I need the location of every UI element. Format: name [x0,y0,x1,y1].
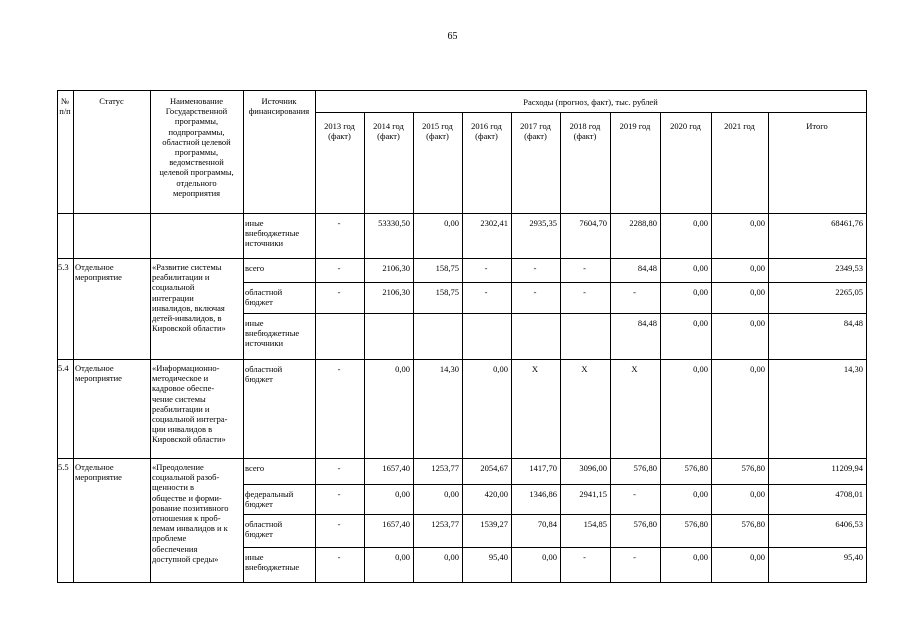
column-line [73,90,74,583]
row-value: 0,00 [693,489,708,499]
row-value: 2106,30 [382,263,410,273]
column-line [711,112,712,583]
row-value: 84,48 [637,318,657,328]
row-value: 0,00 [693,318,708,328]
row-name: «Информационно- методическое и кадровое обеспе- чение системы реабилитации и социальной интегра- ции инвалидов в Кировской области» [152,363,228,445]
row-name: «Развитие системы реабилитации и социальной интеграции инвалидов, включая детей-инвалидов, в Кировской области» [152,262,226,334]
row-value: 0,00 [542,552,557,562]
row-source: федеральный бюджет [245,489,294,510]
row-source: иные внебюджетные источники [245,218,300,249]
row-value: X [531,364,539,374]
row-value: - [337,552,341,562]
header-year: 2021 год [724,121,755,131]
row-value: 3096,00 [579,463,607,473]
row-value: - [337,489,341,499]
row-value: 0,00 [693,263,708,273]
row-line [243,514,866,515]
row-source: всего [245,263,265,273]
row-value: 0,00 [395,552,410,562]
column-line [511,112,512,583]
header-year: 2014 год (факт) [373,121,404,142]
row-value: 0,00 [750,287,765,297]
row-value: 576,80 [684,463,708,473]
row-value: 4708,01 [835,489,863,499]
header-source: Источник финансирования [248,96,310,117]
row-value: 7604,70 [579,218,607,228]
row-source: областной бюджет [245,364,283,385]
row-value: 6406,53 [835,519,863,529]
header-year: 2018 год (факт) [569,121,601,142]
row-value: - [633,287,636,297]
row-value: 2941,15 [579,489,607,499]
row-value: - [583,263,586,273]
row-value: - [337,287,341,297]
row-value: 0,00 [444,552,459,562]
row-value: - [533,287,537,297]
column-line [866,90,867,583]
header-status: Статус [99,96,124,106]
row-value: 2106,30 [382,287,410,297]
row-value: 1253,77 [431,463,459,473]
row-source: иные внебюджетные источники [245,318,300,349]
header-year: Итого [806,121,828,131]
row-value: 14,30 [439,364,459,374]
row-value: - [484,287,488,297]
row-status: Отдельное мероприятие [75,462,122,483]
row-value: 2054,67 [480,463,508,473]
header-year: 2013 год (факт) [324,121,355,142]
row-value: 1253,77 [431,519,459,529]
row-value: 0,00 [693,218,708,228]
row-line [57,359,866,360]
row-value: 0,00 [395,364,410,374]
column-line [413,112,414,583]
row-value: - [633,489,636,499]
row-value: X [581,364,588,374]
row-value: 1346,86 [529,489,557,499]
row-value: 0,00 [693,552,708,562]
row-source: всего [245,463,265,473]
header-year: 2016 год (факт) [471,121,502,142]
row-value: 53330,50 [378,218,410,228]
row-value: 0,00 [395,489,410,499]
row-value: 0,00 [750,364,765,374]
row-source: областной бюджет [245,519,283,540]
header-year: 2019 год [619,121,651,131]
row-value: 1417,70 [529,463,557,473]
row-value: 11209,94 [831,463,863,473]
column-line [243,90,244,583]
row-value: 420,00 [484,489,508,499]
header-year: 2020 год [670,121,701,131]
row-value: 0,00 [750,489,765,499]
row-value: 576,80 [741,519,765,529]
row-value: 68461,76 [831,218,863,228]
row-name: «Преодоление социальной разоб- щенности в обществе и форми- рование позитивного отношения к проб- лемам инвалидов и к проблеме обеспечения доступной среды» [152,462,229,564]
row-value: 2265,05 [835,287,863,297]
row-value: 576,80 [741,463,765,473]
row-line [243,313,866,314]
row-value: 0,00 [750,263,765,273]
row-line [57,258,866,259]
column-line [660,112,661,583]
row-value: - [337,519,341,529]
row-value: - [583,287,586,297]
row-value: - [337,263,341,273]
row-value: 0,00 [444,218,459,228]
row-value: 0,00 [493,364,508,374]
column-line [768,112,769,583]
row-value: - [583,552,586,562]
row-line [243,282,866,283]
row-value: 84,48 [843,318,863,328]
header-num: № п/п [59,96,71,117]
row-value: 0,00 [693,364,708,374]
row-num: 5.3 [58,262,69,272]
column-line [610,112,611,583]
row-num: 5.5 [58,462,69,472]
row-value: 2302,41 [480,218,508,228]
row-value: 0,00 [750,318,765,328]
row-line [57,458,866,459]
row-value: 84,48 [637,263,657,273]
row-value: 158,75 [435,263,459,273]
row-value: X [631,364,638,374]
column-line [462,112,463,583]
row-status: Отдельное мероприятие [75,262,122,283]
header-year: 2015 год (факт) [422,121,453,142]
row-value: 70,84 [537,519,557,529]
header-year: 2017 год (факт) [520,121,551,142]
row-value: 1657,40 [382,519,410,529]
page-number: 65 [447,31,458,42]
row-value: 0,00 [693,287,708,297]
row-value: 2349,53 [835,263,863,273]
table-border-top [57,90,866,91]
row-value: 154,85 [583,519,607,529]
row-value: 1539,27 [480,519,508,529]
column-line [560,112,561,583]
row-value: 14,30 [843,364,863,374]
row-line [243,547,866,548]
row-value: 158,75 [435,287,459,297]
column-line [364,112,365,583]
row-source: областной бюджет [245,287,283,308]
row-value: 0,00 [750,218,765,228]
header-divider [315,112,866,113]
column-line [315,90,316,583]
row-value: - [533,263,537,273]
row-value: - [633,552,636,562]
row-value: 2935,35 [529,218,557,228]
row-value: 95,40 [488,552,508,562]
row-value: 95,40 [843,552,863,562]
row-value: - [337,218,341,228]
row-line [243,484,866,485]
row-source: иные внебюджетные [245,552,300,573]
header-name: Наименование Государственной программы, подпрограммы, областной целевой программы, ведомственной целевой программы, отдельного мероприятия [159,96,234,198]
header-expenses: Расходы (прогноз, факт), тыс. рублей [523,97,658,107]
row-status: Отдельное мероприятие [75,363,122,384]
row-value: 576,80 [684,519,708,529]
row-value: 2288,80 [629,218,657,228]
row-value: 576,80 [633,519,657,529]
row-value: 1657,40 [382,463,410,473]
row-value: 0,00 [750,552,765,562]
row-num: 5.4 [58,363,69,373]
row-value: - [337,463,341,473]
column-line [57,90,58,583]
row-value: - [337,364,341,374]
row-value: 576,80 [633,463,657,473]
row-value: - [484,263,488,273]
row-value: 0,00 [444,489,459,499]
